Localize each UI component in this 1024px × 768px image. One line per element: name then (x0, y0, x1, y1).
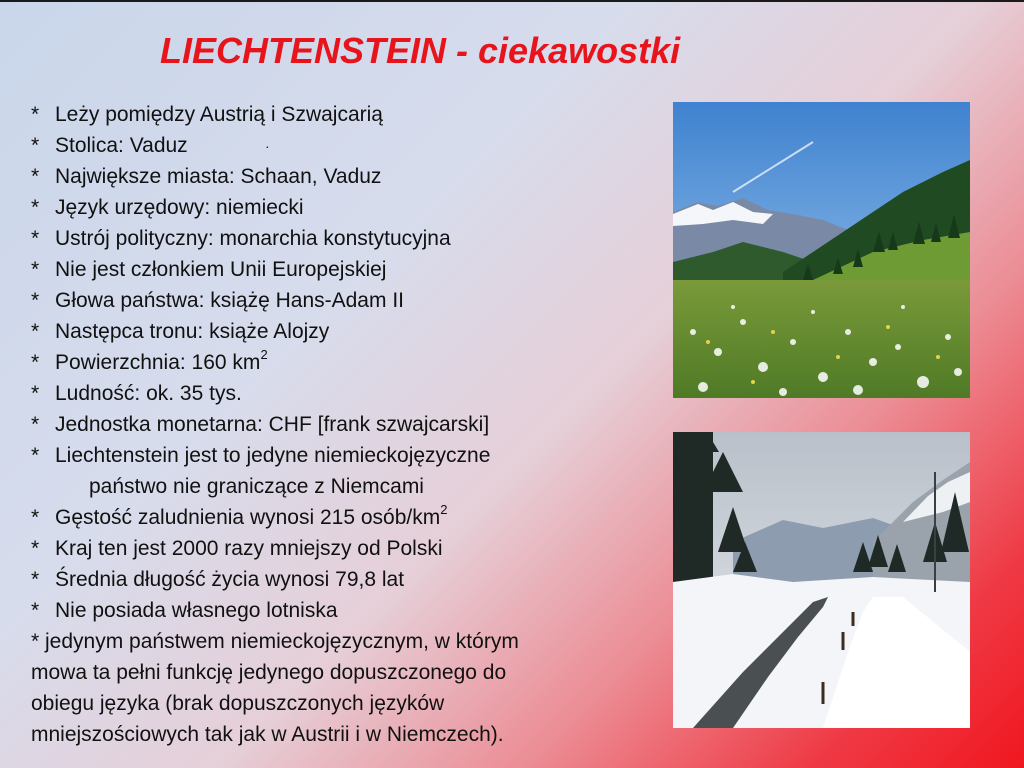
winter-valley-photo (673, 432, 970, 728)
fact-item (31, 440, 671, 471)
fact-item (31, 502, 671, 533)
bullet: * (31, 599, 40, 622)
bullet: * (31, 134, 40, 157)
fact-item (31, 316, 671, 347)
fact-text: Leży pomiędzy Austrią i Szwajcarią (55, 103, 383, 126)
bullet: * (31, 258, 40, 281)
footnote-line: obiegu języka (brak dopuszczonych języków (31, 692, 445, 715)
fact-item (31, 378, 671, 409)
bullet: * (31, 320, 40, 343)
footnote-line: mniejszościowych tak jak w Austrii i w Niemczech). (31, 723, 504, 746)
fact-text: Następca tronu: książe Alojzy (55, 320, 330, 343)
footnote-line: mowa ta pełni funkcję jedynego dopuszczonego do (31, 661, 507, 684)
fact-text: Stolica: Vaduz (55, 134, 188, 157)
bullet: * (31, 568, 40, 591)
fact-item (31, 533, 671, 564)
fact-text: Największe miasta: Schaan, Vaduz (55, 165, 382, 188)
bullet: * (31, 444, 40, 467)
bullet: * (31, 537, 40, 560)
facts-list (31, 99, 671, 750)
bullet: * (31, 382, 40, 405)
fact-item (31, 254, 671, 285)
fact-item (31, 409, 671, 440)
bullet: * (31, 289, 40, 312)
fact-text: Kraj ten jest 2000 razy mniejszy od Polski (55, 537, 443, 560)
fact-item (31, 595, 671, 626)
fact-text: Nie jest członkiem Unii Europejskiej (55, 258, 387, 281)
fact-text: Jednostka monetarna: CHF [frank szwajcarski] (55, 413, 490, 436)
bullet: * (31, 103, 40, 126)
fact-text: Powierzchnia: 160 km (55, 351, 261, 374)
fact-item (31, 161, 671, 192)
fact-continuation: państwo nie graniczące z Niemcami (89, 475, 424, 498)
bullet: * (31, 196, 40, 219)
bullet: * (31, 165, 40, 188)
bullet: * (31, 413, 40, 436)
fact-text: Liechtenstein jest to jedyne niemieckojęzyczne (55, 444, 491, 467)
fact-item (31, 564, 671, 595)
fact-text: Nie posiada własnego lotniska (55, 599, 338, 622)
footnote-line: * jedynym państwem niemieckojęzycznym, w którym (31, 630, 519, 653)
fact-text: Ustrój polityczny: monarchia konstytucyjna (55, 227, 451, 250)
superscript: 2 (440, 502, 448, 517)
bullet: * (31, 227, 40, 250)
superscript: 2 (260, 347, 268, 362)
fact-item (31, 99, 671, 130)
fact-item (31, 223, 671, 254)
fact-text: Język urzędowy: niemiecki (55, 196, 304, 219)
fact-text: Średnia długość życia wynosi 79,8 lat (55, 568, 405, 591)
bullet: * (31, 506, 40, 529)
fact-text: Głowa państwa: książę Hans-Adam II (55, 289, 404, 312)
summer-meadow-photo (673, 102, 970, 398)
page-title: LIECHTENSTEIN - ciekawostki (160, 30, 681, 71)
top-border (0, 0, 1024, 2)
bullet: * (31, 351, 40, 374)
stray-dot: · (265, 138, 270, 154)
fact-text: Ludność: ok. 35 tys. (55, 382, 242, 405)
fact-item (31, 347, 671, 378)
fact-item (31, 285, 671, 316)
fact-text: Gęstość zaludnienia wynosi 215 osób/km (55, 506, 441, 529)
fact-item (31, 192, 671, 223)
fact-item (31, 130, 671, 161)
